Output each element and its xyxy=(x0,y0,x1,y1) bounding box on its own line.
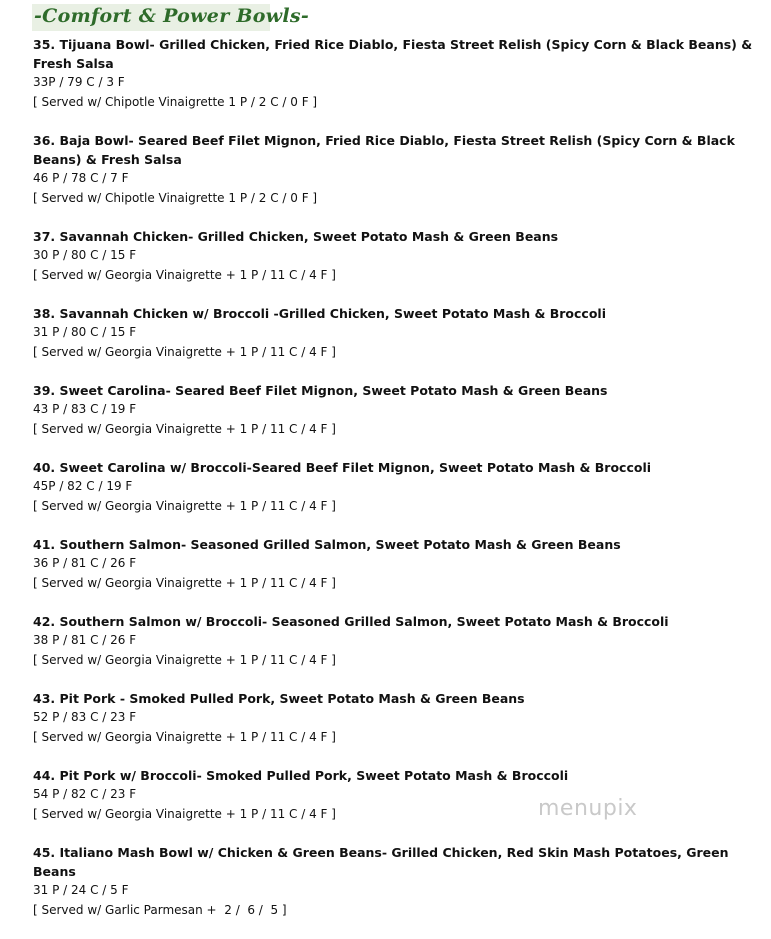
menu-item-title: 37. Savannah Chicken- Grilled Chicken, Sweet Potato Mash & Green Beans xyxy=(33,229,559,244)
menu-item-title: 40. Sweet Carolina w/ Broccoli-Seared Beef Filet Mignon, Sweet Potato Mash & Broccoli xyxy=(33,460,652,475)
menu-item-title: 44. Pit Pork w/ Broccoli- Smoked Pulled Pork, Sweet Potato Mash & Broccoli xyxy=(33,768,569,783)
menu-item-served-with: [ Served w/ Georgia Vinaigrette + 1 P / 11 C / 4 F ] xyxy=(33,806,336,821)
menu-item-macros: 36 P / 81 C / 26 F xyxy=(33,556,137,570)
menu-item-served-with: [ Served w/ Georgia Vinaigrette + 1 P / 11 C / 4 F ] xyxy=(33,575,336,590)
menu-item xyxy=(33,458,753,516)
menu-item xyxy=(33,304,753,362)
menu-item-macros: 33P / 79 C / 3 F xyxy=(33,75,125,89)
menu-item-served-with: [ Served w/ Garlic Parmesan + 2 / 6 / 5 ] xyxy=(33,902,287,917)
menu-item-served-with: [ Served w/ Georgia Vinaigrette + 1 P / 11 C / 4 F ] xyxy=(33,498,336,513)
menu-item-served-with: [ Served w/ Georgia Vinaigrette + 1 P / 11 C / 4 F ] xyxy=(33,421,336,436)
menu-item-served-with: [ Served w/ Georgia Vinaigrette + 1 P / 11 C / 4 F ] xyxy=(33,267,336,282)
menu-item xyxy=(33,766,753,824)
menu-item xyxy=(33,535,753,593)
menu-item-title: 43. Pit Pork - Smoked Pulled Pork, Sweet Potato Mash & Green Beans xyxy=(33,691,525,706)
menu-item-macros: 43 P / 83 C / 19 F xyxy=(33,402,137,416)
menu-item-macros: 31 P / 80 C / 15 F xyxy=(33,325,137,339)
menu-item xyxy=(33,131,753,208)
menu-item xyxy=(33,689,753,747)
menu-item-served-with: [ Served w/ Georgia Vinaigrette + 1 P / 11 C / 4 F ] xyxy=(33,344,336,359)
menu-item xyxy=(33,612,753,670)
section-title: -Comfort & Power Bowls- xyxy=(34,5,310,27)
menu-item xyxy=(33,843,753,920)
menu-item-title: 39. Sweet Carolina- Seared Beef Filet Mignon, Sweet Potato Mash & Green Beans xyxy=(33,383,608,398)
menu-item-title: 41. Southern Salmon- Seasoned Grilled Salmon, Sweet Potato Mash & Green Beans xyxy=(33,537,621,552)
menu-item xyxy=(33,35,753,112)
menu-item-title: 35. Tijuana Bowl- Grilled Chicken, Fried Rice Diablo, Fiesta Street Relish (Spicy Corn & Black Beans) & Fresh Salsa xyxy=(33,37,753,71)
menu-item xyxy=(33,227,753,285)
menu-item-macros: 31 P / 24 C / 5 F xyxy=(33,883,129,897)
menu-item-macros: 30 P / 80 C / 15 F xyxy=(33,248,137,262)
watermark-text: menupix xyxy=(538,796,638,821)
menu-item-title: 36. Baja Bowl- Seared Beef Filet Mignon, Fried Rice Diablo, Fiesta Street Relish (Spicy Corn & Black Beans) & Fresh Salsa xyxy=(33,133,735,167)
menu-item xyxy=(33,381,753,439)
menu-item-macros: 38 P / 81 C / 26 F xyxy=(33,633,137,647)
menu-item-macros: 52 P / 83 C / 23 F xyxy=(33,710,137,724)
menu-item-title: 45. Italiano Mash Bowl w/ Chicken & Green Beans- Grilled Chicken, Red Skin Mash Potatoes, Green Beans xyxy=(33,845,729,879)
menu-item-title: 38. Savannah Chicken w/ Broccoli -Grilled Chicken, Sweet Potato Mash & Broccoli xyxy=(33,306,606,321)
menu-item-served-with: [ Served w/ Georgia Vinaigrette + 1 P / 11 C / 4 F ] xyxy=(33,652,336,667)
menu-item-macros: 54 P / 82 C / 23 F xyxy=(33,787,137,801)
menu-item-macros: 46 P / 78 C / 7 F xyxy=(33,171,129,185)
menu-item-served-with: [ Served w/ Chipotle Vinaigrette 1 P / 2 C / 0 F ] xyxy=(33,190,318,205)
menu-item-served-with: [ Served w/ Chipotle Vinaigrette 1 P / 2 C / 0 F ] xyxy=(33,94,318,109)
menu-item-list xyxy=(33,35,753,939)
menu-item-served-with: [ Served w/ Georgia Vinaigrette + 1 P / 11 C / 4 F ] xyxy=(33,729,336,744)
menu-item-macros: 45P / 82 C / 19 F xyxy=(33,479,133,493)
menu-item-title: 42. Southern Salmon w/ Broccoli- Seasoned Grilled Salmon, Sweet Potato Mash & Broccoli xyxy=(33,614,669,629)
